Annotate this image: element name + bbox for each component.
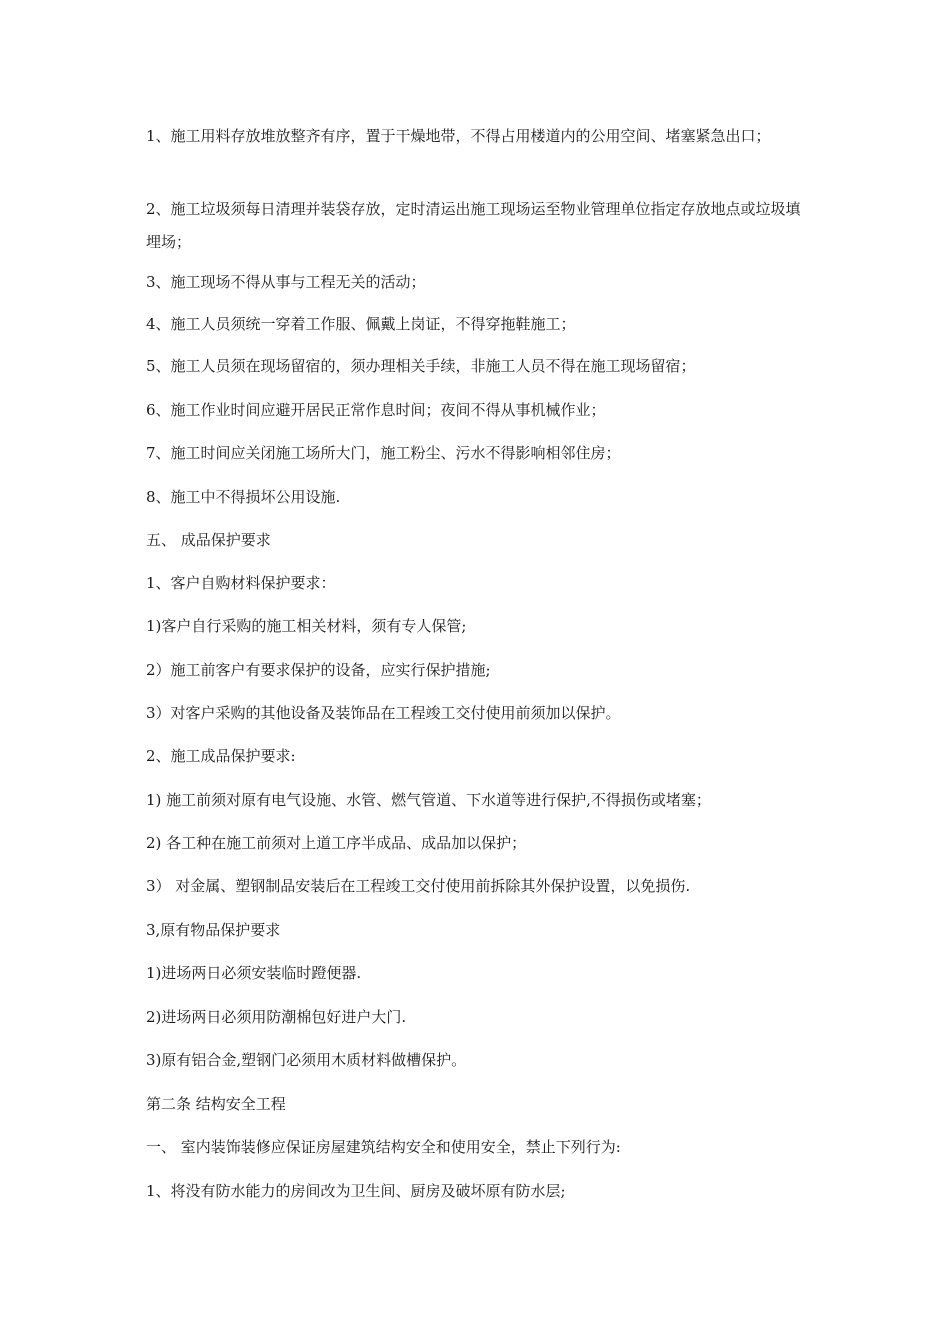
paragraph-8: 8、施工中不得损坏公用设施. [146, 488, 341, 506]
article-heading: 第二条 结构安全工程 [146, 1095, 286, 1113]
paragraph-2: 2、施工垃圾须每日清理并装袋存放，定时清运出施工现场运至物业管理单位指定存放地点或垃圾填埋场； [146, 200, 801, 251]
paragraph-14: 2、施工成品保护要求: [146, 747, 296, 765]
section-heading-5: 五、 成品保护要求 [146, 531, 271, 549]
paragraph-15: 1) 施工前须对原有电气设施、水管、燃气管道、下水道等进行保护,不得损伤或堵塞； [146, 791, 711, 809]
paragraph-18: 3,原有物品保护要求 [146, 921, 281, 939]
paragraph-7: 7、施工时间应关闭施工场所大门，施工粉尘、污水不得影响相邻住房； [146, 444, 621, 462]
paragraph-5: 5、施工人员须在现场留宿的，须办理相关手续，非施工人员不得在施工现场留宿； [146, 357, 696, 375]
paragraph-13: 3）对客户采购的其他设备及装饰品在工程竣工交付使用前须加以保护。 [146, 704, 621, 722]
paragraph-24: 1、将没有防水能力的房间改为卫生间、厨房及破坏原有防水层; [146, 1182, 566, 1200]
paragraph-20: 2)进场两日必须用防潮棉包好进户大门. [146, 1008, 407, 1026]
paragraph-12: 2）施工前客户有要求保护的设备，应实行保护措施; [146, 661, 491, 679]
paragraph-4: 4、施工人员须统一穿着工作服、佩戴上岗证，不得穿拖鞋施工； [146, 315, 576, 333]
paragraph-16: 2) 各工种在施工前须对上道工序半成品、成品加以保护； [146, 834, 527, 852]
paragraph-23: 一、 室内装饰装修应保证房屋建筑结构安全和使用安全，禁止下列行为: [146, 1138, 621, 1156]
paragraph-19: 1)进场两日必须安装临时蹬便器. [146, 964, 362, 982]
paragraph-10: 1、客户自购材料保护要求： [146, 574, 336, 592]
paragraph-3: 3、施工现场不得从事与工程无关的活动； [146, 273, 426, 291]
paragraph-17: 3） 对金属、塑钢制品安装后在工程竣工交付使用前拆除其外保护设置，以免损伤. [146, 877, 691, 895]
paragraph-1: 1、施工用料存放堆放整齐有序，置于干燥地带，不得占用楼道内的公用空间、堵塞紧急出口； [146, 127, 771, 145]
paragraph-11: 1)客户自行采购的施工相关材料，须有专人保管; [146, 617, 467, 635]
paragraph-21: 3)原有铝合金,塑钢门必须用木质材料做槽保护。 [146, 1051, 467, 1069]
paragraph-6: 6、施工作业时间应避开居民正常作息时间；夜间不得从事机械作业； [146, 401, 606, 419]
